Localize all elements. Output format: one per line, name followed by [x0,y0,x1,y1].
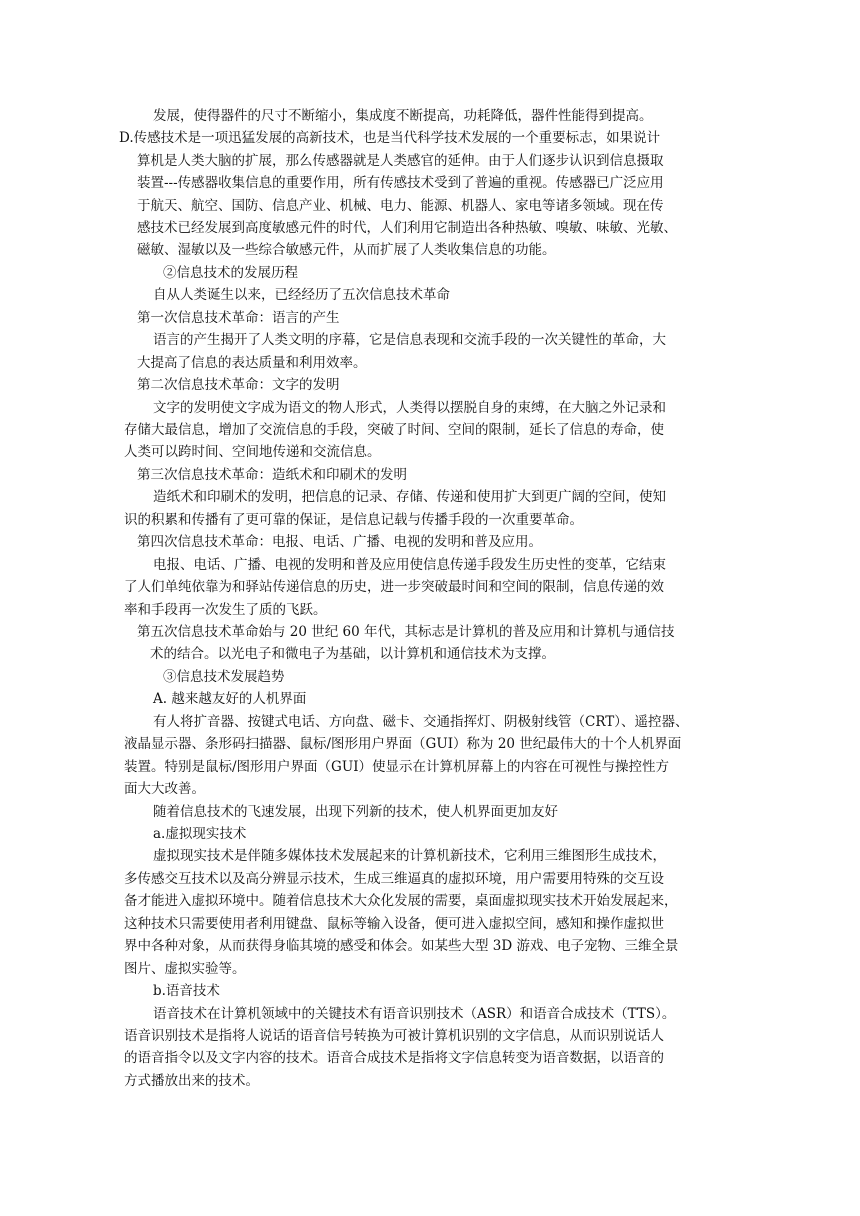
text-line: 第四次信息技术革命：电报、电话、广播、电视的发明和普及应用。 [137,534,542,550]
text-line: b.语音技术 [153,983,220,999]
text-line: 发展，使得器件的尺寸不断缩小，集成度不断提高，功耗降低，器件性能得到提高。 [153,108,653,124]
text-line: ③信息技术发展趋势 [163,669,285,685]
text-line: 图片、虚拟实验等。 [124,961,246,977]
text-line: 于航天、航空、国防、信息产业、机械、电力、能源、机器人、家电等诸多领域。现在传 [137,198,664,214]
text-line: 自从人类诞生以来，已经经历了五次信息技术革命 [153,287,450,303]
text-line: 这种技术只需要使用者利用键盘、鼠标等输入设备，便可进入虚拟空间，感知和操作虚拟世 [124,916,664,932]
text-line: 语音技术在计算机领域中的关键技术有语音识别技术（ASR）和语音合成技术（TTS）。 [153,1006,676,1022]
text-line: 第三次信息技术革命：造纸术和印刷术的发明 [137,467,407,483]
text-line: a.虚拟现实技术 [153,826,247,842]
text-line: 的语音指令以及文字内容的技术。语音合成技术是指将文字信息转变为语音数据，以语音的 [124,1050,664,1066]
text-line: 随着信息技术的飞速发展，出现下列新的技术，使人机界面更加友好 [153,804,558,820]
text-line: 算机是人类大脑的扩展，那么传感器就是人类感官的延伸。由于人们逐步认识到信息摄取 [137,153,664,169]
text-line: D.传感技术是一项迅猛发展的高新技术，也是当代科学技术发展的一个重要标志，如果说计 [119,130,661,146]
text-line: 多传感交互技术以及高分辨显示技术，生成三维逼真的虚拟环境，用户需要用特殊的交互设 [124,871,664,887]
text-line: 第五次信息技术革命始与 20 世纪 60 年代，其标志是计算机的普及应用和计算机与通信技 [137,624,675,640]
text-line: 第一次信息技术革命：语言的产生 [137,310,340,326]
text-line: 方式播放出来的技术。 [124,1073,259,1089]
text-line: 造纸术和印刷术的发明，把信息的记录、存储、传递和使用扩大到更广阔的空间，使知 [153,489,666,505]
text-line: 有人将扩音器、按键式电话、方向盘、磁卡、交通指挥灯、阴极射线管（CRT）、遥控器、 [153,714,689,730]
text-line: 语音识别技术是指将人说话的语音信号转换为可被计算机识别的文字信息，从而识别说话人 [124,1028,664,1044]
text-line: 语言的产生揭开了人类文明的序幕，它是信息表现和交流手段的一次关键性的革命，大 [153,332,666,348]
text-line: 文字的发明使文字成为语文的物人形式，人类得以摆脱自身的束缚，在大脑之外记录和 [153,400,666,416]
text-line: A. 越来越友好的人机界面 [153,691,307,707]
text-line: 装置---传感器收集信息的重要作用，所有传感技术受到了普遍的重视。传感器已广泛应用 [137,175,664,191]
text-line: 感技术已经发展到高度敏感元件的时代，人们利用它制造出各种热敏、嗅敏、味敏、光敏、 [137,220,677,236]
text-line: 识的积累和传播有了更可靠的保证，是信息记载与传播手段的一次重要革命。 [124,512,583,528]
text-line: 存储大最信息，增加了交流信息的手段，突破了时间、空间的限制，延长了信息的寿命，使 [124,422,664,438]
text-line: 第二次信息技术革命：文字的发明 [137,377,340,393]
text-line: 人类可以跨时间、空间地传递和交流信息。 [124,444,381,460]
text-line: 装置。特别是鼠标/图形用户界面（GUI）使显示在计算机屏幕上的内容在可视性与操控性方 [124,759,670,775]
text-line: 液晶显示器、条形码扫描器、鼠标/图形用户界面（GUI）称为 20 世纪最伟大的十个人机界面 [124,736,682,752]
text-line: 电报、电话、广播、电视的发明和普及应用使信息传递手段发生历史性的变革，它结束 [153,557,666,573]
text-line: 面大大改善。 [124,781,205,797]
text-line: 磁敏、湿敏以及一些综合敏感元件，从而扩展了人类收集信息的功能。 [137,242,556,258]
text-line: 了人们单纯依靠为和驿站传递信息的历史，进一步突破最时间和空间的限制，信息传递的效 [124,579,664,595]
text-line: ②信息技术的发展历程 [163,265,298,281]
text-line: 虚拟现实技术是伴随多媒体技术发展起来的计算机新技术，它利用三维图形生成技术， [153,848,666,864]
text-line: 大提高了信息的表达质量和利用效率。 [137,355,367,371]
text-line: 术的结合。以光电子和微电子为基础，以计算机和通信技术为支撑。 [150,646,555,662]
text-line: 备才能进入虚拟环境中。随着信息技术大众化发展的需要，桌面虚拟现实技术开始发展起来， [124,893,678,909]
text-line: 界中各种对象，从而获得身临其境的感受和体会。如某些大型 3D 游戏、电子宠物、三维全景 [124,938,679,954]
text-line: 率和手段再一次发生了质的飞跃。 [124,602,327,618]
